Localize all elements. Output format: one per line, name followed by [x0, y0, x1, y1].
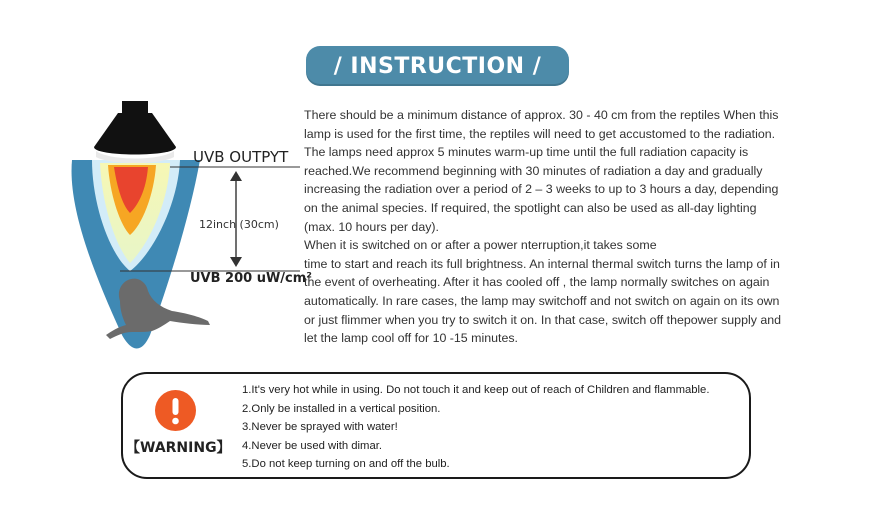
distance-arrow-down-icon [230, 257, 242, 267]
exclamation-icon [155, 390, 196, 431]
paragraph-line: There should be a minimum distance of approx. 30 - 40 cm from the reptiles When this [304, 108, 779, 122]
uvb-output-label: UVB OUTPYT [193, 148, 289, 166]
paragraph-line: on the animal species. If required, the spotlight can also be used as all-day lighting [304, 200, 757, 215]
instruction-title-banner [306, 46, 569, 86]
warning-label: 【WARNING】 [126, 440, 231, 456]
warning-item: 1.It's very hot while in using. Do not touch it and keep out of reach of Children and flammable. [242, 384, 710, 396]
paragraph-line: the event of overheating. After it has cooled off , the lamp normally switches on again [304, 275, 770, 290]
warning-list [242, 381, 709, 474]
instruction-paragraph [304, 106, 794, 348]
paragraph-line: or just flimmer when you try to switch it on. In that case, switch off thepower supply and [304, 312, 782, 327]
lamp-cap [122, 101, 148, 113]
uvb-intensity-label: UVB 200 uW/cm² [190, 271, 313, 286]
warning-item: 2.Only be installed in a vertical position. [242, 402, 441, 415]
warning-item: 4.Never be used with dimar. [242, 439, 383, 452]
distance-label: 12inch (30cm) [199, 218, 279, 231]
page-title: / INSTRUCTION / [333, 53, 542, 79]
paragraph-line: automatically. In rare cases, the lamp may switchoff and not switch on again on its own [304, 293, 780, 308]
paragraph-line: lamp is used for the first time, the reptiles will need to get accustomed to the radiation. [304, 126, 776, 141]
warning-item: 3.Never be sprayed with water! [242, 421, 398, 434]
warning-item: 5.Do not keep turning on and off the bulb. [242, 458, 450, 471]
paragraph-line: time to start and reach its full brightness. An internal thermal switch turns the lamp of in [304, 256, 780, 271]
distance-arrow-up-icon [230, 171, 242, 181]
paragraph-line: The lamps need approx 5 minutes warm-up time until the full radiation capacity is [304, 145, 749, 160]
paragraph-line: let the lamp cool off for 10 -15 minutes. [304, 331, 518, 346]
paragraph-line: (max. 10 hours per day). [304, 219, 439, 234]
paragraph-line: reached.We recommend beginning with 30 minutes of radiation a day and gradually [304, 163, 763, 178]
paragraph-line: increasing the radiation over a period of 2 – 3 weeks to up to 3 hours a day, depending [304, 182, 779, 197]
paragraph-line: When it is switched on or after a power nterruption,it takes some [304, 238, 657, 253]
lamp-shade [94, 113, 176, 155]
